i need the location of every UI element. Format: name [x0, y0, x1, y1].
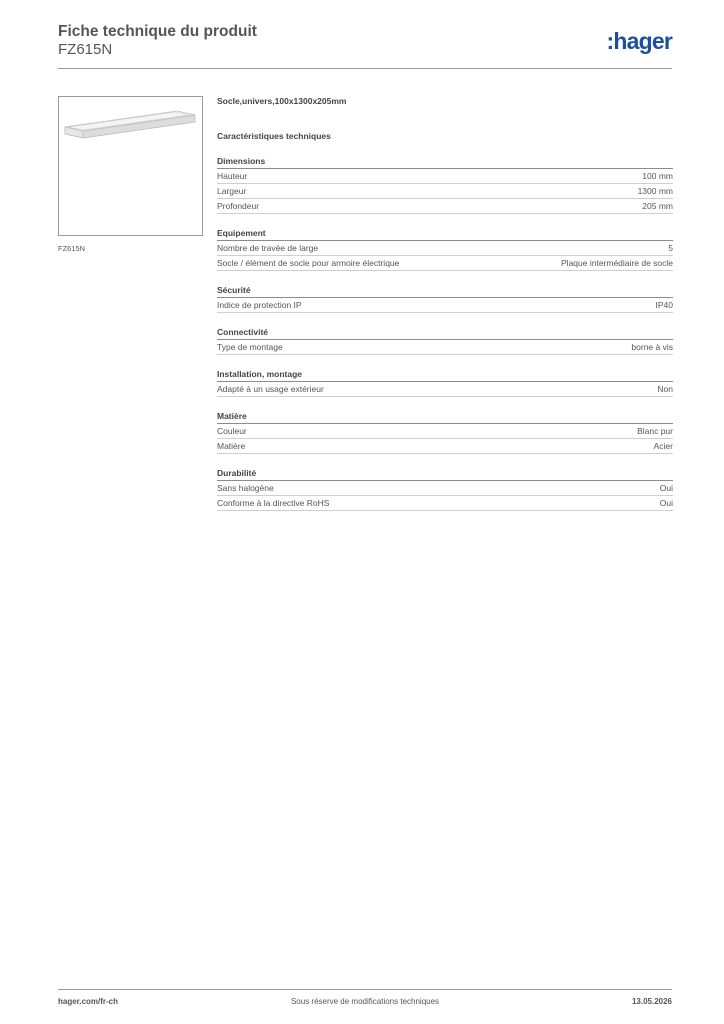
section-title: Installation, montage [217, 369, 673, 382]
spec-row [217, 340, 673, 355]
spec-row [217, 256, 673, 271]
spec-label: Hauteur [217, 171, 248, 181]
page-footer [58, 997, 672, 1009]
document-title: Fiche technique du produit [58, 23, 257, 40]
spec-label: Couleur [217, 426, 247, 436]
spec-value: 1300 mm [637, 186, 673, 196]
spec-label: Largeur [217, 186, 247, 196]
spec-label: Socle / élément de socle pour armoire électrique [217, 258, 400, 268]
product-image [58, 96, 203, 236]
spec-label: Conforme à la directive RoHS [217, 498, 330, 508]
spec-row [217, 439, 673, 454]
spec-row [217, 496, 673, 511]
section-connectivite [217, 327, 673, 355]
spec-row [217, 481, 673, 496]
spec-label: Adapté à un usage extérieur [217, 384, 324, 394]
spec-value: Oui [659, 498, 673, 508]
section-title: Connectivité [217, 327, 673, 340]
section-title: Sécurité [217, 285, 673, 298]
spec-value: borne à vis [631, 342, 673, 352]
section-equipement [217, 228, 673, 271]
spec-value: 100 mm [642, 171, 673, 181]
spec-value: Blanc pur [637, 426, 673, 436]
image-caption: FZ615N [58, 244, 86, 253]
spec-value: Oui [659, 483, 673, 493]
spec-value: Plaque intermédiaire de socle [561, 258, 673, 268]
spec-value: Acier [653, 441, 673, 451]
spec-value: Non [657, 384, 673, 394]
spec-row [217, 241, 673, 256]
page-header [58, 22, 672, 59]
section-title: Matière [217, 411, 673, 424]
footer-divider [58, 989, 672, 990]
disclaimer: Sous réserve de modifications techniques [290, 997, 440, 1006]
header-divider [58, 68, 672, 69]
section-installation [217, 369, 673, 397]
spec-row [217, 424, 673, 439]
spec-content [217, 96, 673, 511]
section-title: Dimensions [217, 156, 673, 169]
spec-value: IP40 [655, 300, 673, 310]
spec-label: Type de montage [217, 342, 283, 352]
section-title: Equipement [217, 228, 673, 241]
plinth-illustration [59, 97, 202, 235]
spec-label: Profondeur [217, 201, 260, 211]
spec-row [217, 199, 673, 214]
spec-label: Indice de protection IP [217, 300, 302, 310]
section-dimensions [217, 156, 673, 214]
section-matiere [217, 411, 673, 454]
spec-label: Matière [217, 441, 246, 451]
section-securite [217, 285, 673, 313]
spec-row [217, 184, 673, 199]
website-link[interactable]: hager.com/fr-ch [58, 997, 119, 1006]
spec-label: Sans halogène [217, 483, 274, 493]
spec-value: 5 [668, 243, 673, 253]
spec-row [217, 169, 673, 184]
document-date: 13.05.2026 [631, 997, 672, 1006]
section-durabilite [217, 468, 673, 511]
hager-logo: :hager [606, 28, 672, 54]
spec-value: 205 mm [642, 201, 673, 211]
section-title: Durabilité [217, 468, 673, 481]
spec-row [217, 298, 673, 313]
product-name: Socle,univers,100x1300x205mm [217, 96, 347, 106]
spec-label: Nombre de travée de large [217, 243, 319, 253]
specs-title: Caractéristiques techniques [217, 131, 331, 141]
spec-row [217, 382, 673, 397]
product-reference: FZ615N [58, 41, 113, 58]
